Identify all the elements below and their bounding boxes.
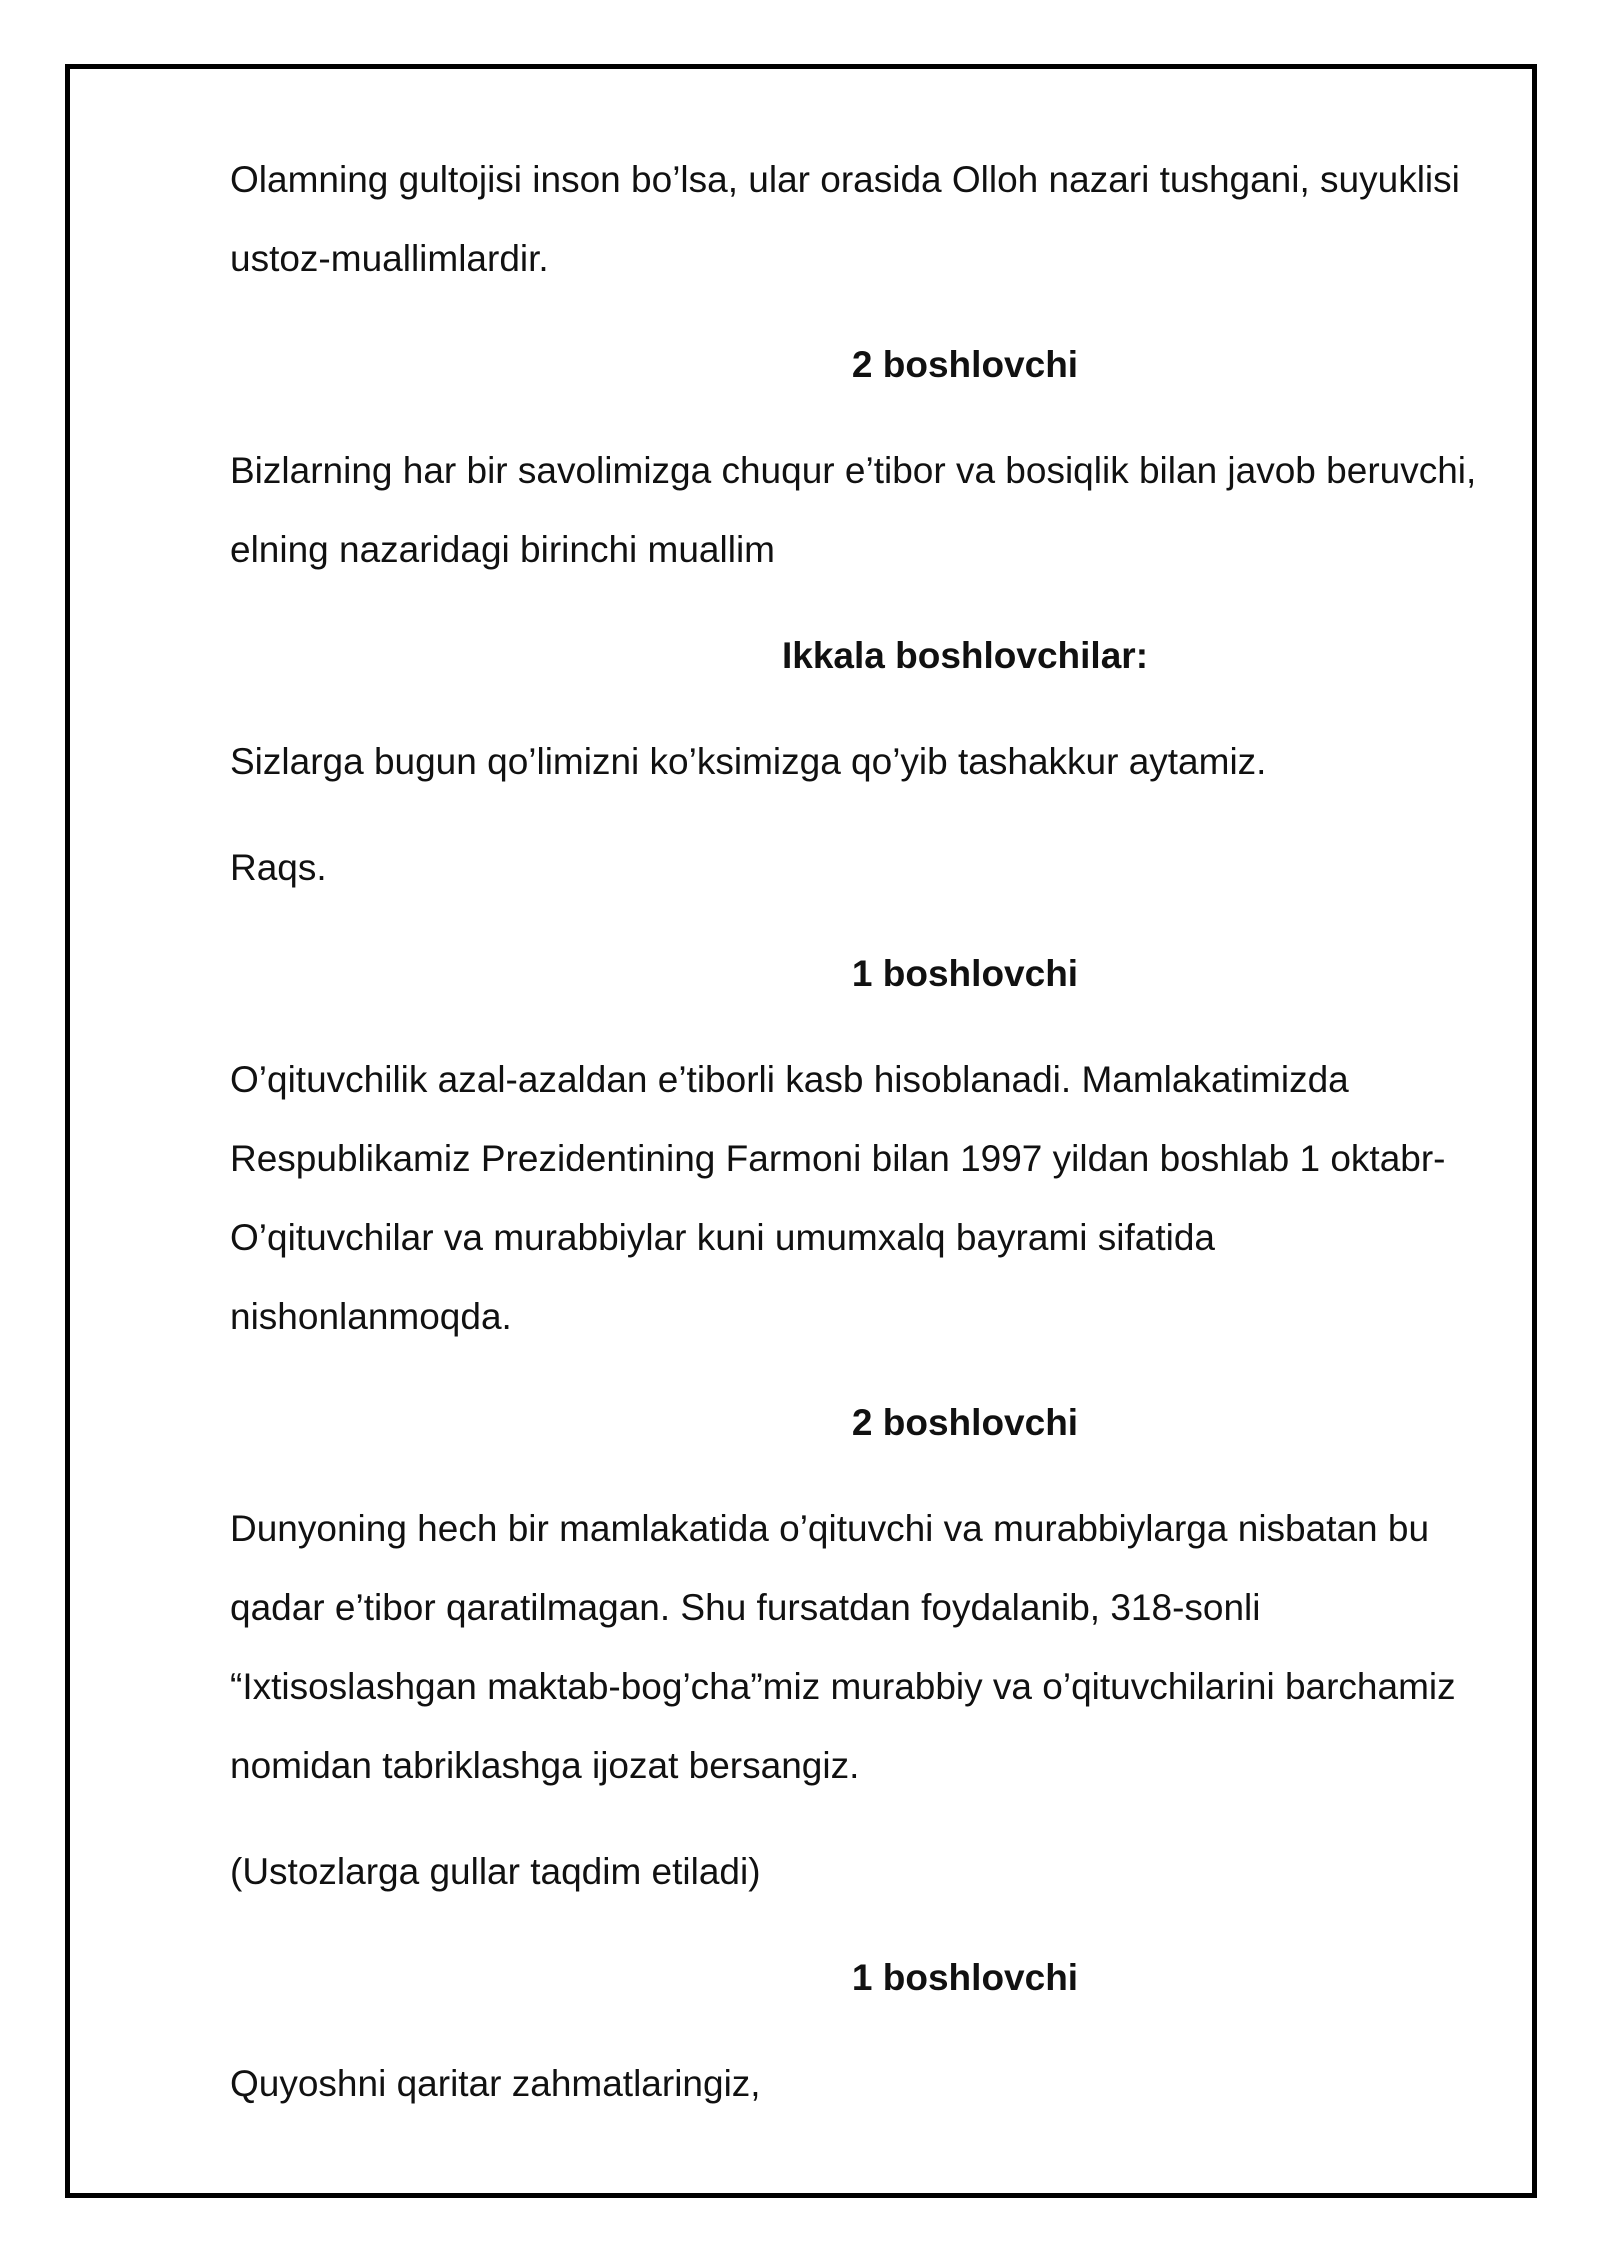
stage-direction: (Ustozlarga gullar taqdim etiladi)	[230, 1851, 761, 1892]
speaker-heading: 2 boshlovchi	[851, 1402, 1079, 1443]
paragraph: Bizlarning har bir savolimizga chuqur e’tibor va bosiqlik bilan javob beruvchi, elning nazaridagi birinchi muallim	[230, 450, 1477, 570]
paragraph: Dunyoning hech bir mamlakatida o’qituvchi va murabbiylarga nisbatan bu qadar e’tibor qaratilmagan. Shu fursatdan foydalanib, 318-sonli “Ixtisoslashgan maktab-bog’cha”miz murabbiy va o’qituvchilarini barchamiz nomidan tabriklashga ijozat bersangiz.	[230, 1508, 1456, 1786]
document-body	[230, 140, 1480, 2150]
speaker-heading: Ikkala boshlovchilar:	[781, 635, 1149, 676]
paragraph: Olamning gultojisi inson bo’lsa, ular orasida Olloh nazari tushgani, suyuklisi ustoz-muallimlardir.	[230, 159, 1460, 279]
paragraph: O’qituvchilik azal-azaldan e’tiborli kasb hisoblanadi. Mamlakatimizda Respublikamiz Prezidentining Farmoni bilan 1997 yildan boshlab 1 oktabr- O’qituvchilar va murabbiylar kuni umumxalq bayrami sifatida nishonlanmoqda.	[230, 1059, 1446, 1337]
paragraph: Quyoshni qaritar zahmatlaringiz,	[230, 2063, 761, 2104]
speaker-heading: 1 boshlovchi	[851, 1957, 1079, 1998]
stage-direction: Raqs.	[230, 847, 327, 888]
paragraph: Sizlarga bugun qo’limizni ko’ksimizga qo’yib tashakkur aytamiz.	[230, 741, 1267, 782]
speaker-heading: 2 boshlovchi	[851, 344, 1079, 385]
speaker-heading: 1 boshlovchi	[851, 953, 1079, 994]
